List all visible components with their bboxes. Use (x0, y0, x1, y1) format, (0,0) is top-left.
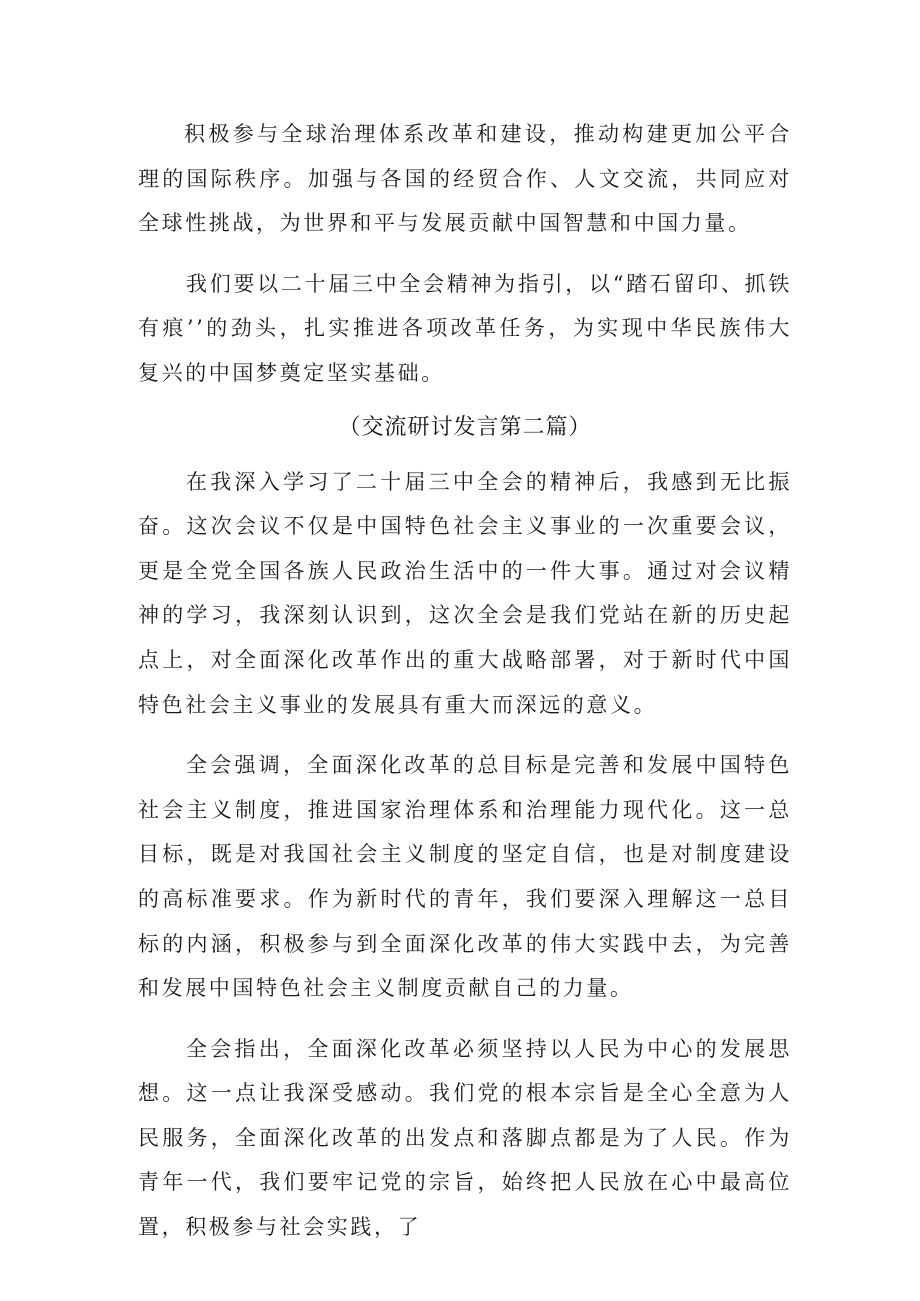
document-body (138, 112, 792, 1250)
paragraph-study-impression: 在我深入学习了二十届三中全会的精神后，我感到无比振奋。这次会议不仅是中国特色社会主义事业的一次重要会议，更是全党全国各族人民政治生活中的一件大事。通过对会议精神的学习，我深刻认识到，这次全会是我们党站在新的历史起点上，对全面深化改革作出的重大战略部署，对于新时代中国特色社会主义事业的发展具有重大而深远的意义。 (138, 469, 792, 717)
paragraph-people-centered: 全会指出，全面深化改革必须坚持以人民为中心的发展思想。这一点让我深受感动。我们党的根本宗旨是全心全意为人民服务，全面深化改革的出发点和落脚点都是为了人民。作为青年一代，我们要牢记党的宗旨，始终把人民放在心中最高位置，积极参与社会实践，了 (138, 1036, 792, 1240)
section-title: （交流研讨发言第二篇） (338, 414, 592, 440)
paragraph-guidance: 我们要以二十届三中全会精神为指引，以“踏石留印、抓铁有痕’’的劲头，扎实推进各项改革任务，为实现中华民族伟大复兴的中国梦奠定坚实基础。 (138, 271, 792, 385)
paragraph-global-governance: 积极参与全球治理体系改革和建设，推动构建更加公平合理的国际秩序。加强与各国的经贸合作、人文交流，共同应对全球性挑战，为世界和平与发展贡献中国智慧和中国力量。 (138, 122, 792, 236)
paragraph-overall-goal: 全会强调，全面深化改革的总目标是完善和发展中国特色社会主义制度，推进国家治理体系和治理能力现代化。这一总目标，既是对我国社会主义制度的坚定自信，也是对制度建设的高标准要求。作为新时代的青年，我们要深入理解这一总目标的内涵，积极参与到全面深化改革的伟大实践中去，为完善和发展中国特色社会主义制度贡献自己的力量。 (138, 753, 792, 1001)
